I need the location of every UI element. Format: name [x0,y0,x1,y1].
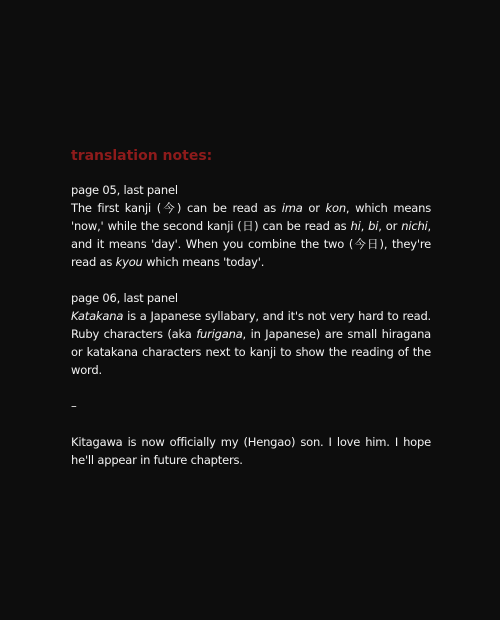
italic-term: kon [325,201,346,215]
italic-term: hi [350,219,361,233]
divider-dash: – [71,399,77,413]
note-section-page-05 [71,181,431,271]
section-heading: page 06, last panel [71,291,178,305]
note-section-page-06 [71,289,431,379]
italic-term: Katakana [71,309,124,323]
notes-title: translation notes: [71,148,213,164]
spacer [71,415,431,433]
section-body: The first kanji (今) can be read as ima or kon, which means 'now,' while the second kanji (日) can be read as hi, bi, or nichi, and it means 'day'. When you combine the two (今日), they're read as kyou which means 'today'. [71,201,432,269]
italic-term: kyou [115,255,143,269]
section-heading: page 05, last panel [71,183,178,197]
translation-notes [71,145,431,469]
italic-term: furigana [196,327,243,341]
italic-term: ima [281,201,303,215]
closing-note: Kitagawa is now officially my (Hengao) son. I love him. I hope he'll appear in future chapters. [71,435,431,467]
section-body: Katakana is a Japanese syllabary, and it's not very hard to read. Ruby characters (aka furigana, in Japanese) are small hiragana or katakana characters next to kanji to show the reading of the word. [71,309,431,377]
italic-term: bi [368,219,379,233]
spacer [71,271,431,289]
italic-term: nichi [401,219,428,233]
spacer [71,379,431,397]
